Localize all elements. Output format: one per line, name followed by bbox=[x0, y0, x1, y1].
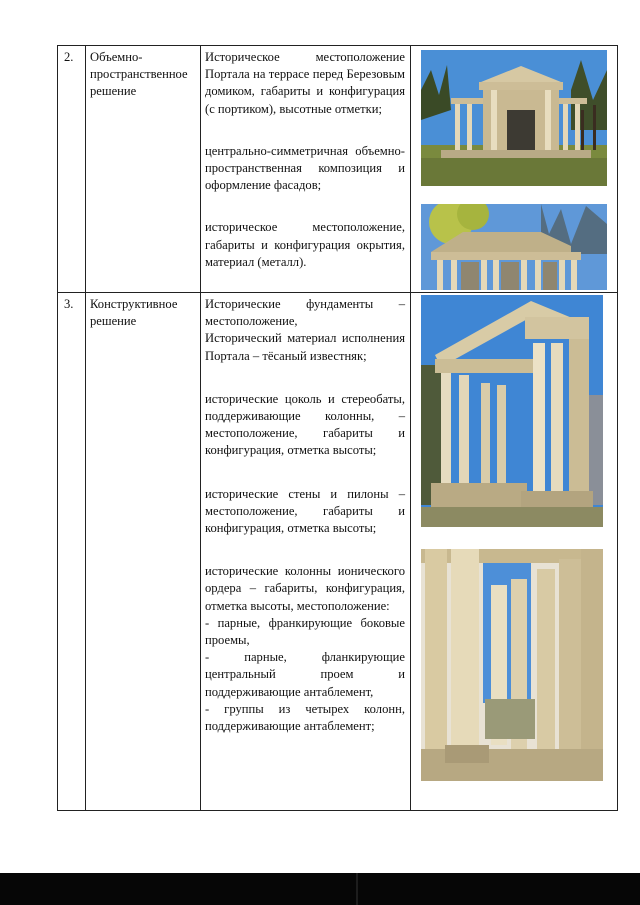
row-description-cell bbox=[201, 293, 411, 811]
description-paragraph: Исторические фундаменты – местоположение, bbox=[205, 297, 405, 329]
row-number-cell bbox=[58, 46, 86, 293]
row-number: 2. bbox=[64, 50, 74, 64]
portal-side-photo bbox=[421, 204, 607, 290]
scan-bottom-band bbox=[0, 873, 640, 905]
row-photo-cell bbox=[411, 293, 618, 811]
list-item: - группы из четырех колонн, поддерживающие антаблемент; bbox=[205, 701, 405, 734]
specification-table bbox=[57, 45, 618, 811]
list-item: - парные, фланкирующие центральный проем и поддерживающие антаблемент, bbox=[205, 650, 405, 699]
row-name-cell bbox=[86, 46, 201, 293]
row-number: 3. bbox=[64, 297, 74, 311]
row-name: Конструктивное решение bbox=[90, 297, 178, 328]
portal-corner-photo bbox=[421, 295, 603, 527]
description-paragraph: исторические стены и пилоны – местоположение, габариты и конфигурация, отметка высоты; bbox=[205, 486, 405, 536]
description-paragraph: Исторический материал исполнения Портала – тёсаный известняк; bbox=[205, 331, 405, 363]
row-description-cell bbox=[201, 46, 411, 293]
table-row bbox=[58, 46, 618, 293]
row-photo-cell bbox=[411, 46, 618, 293]
description-paragraph: центрально-симметричная объемно-пространственная композиция и оформление фасадов; bbox=[205, 143, 405, 193]
table-row bbox=[58, 293, 618, 811]
row-number-cell bbox=[58, 293, 86, 811]
description-paragraph: историческое местоположение, габариты и конфигурация окрытия, материал (металл). bbox=[205, 220, 405, 269]
colonnade-closeup-photo bbox=[421, 549, 603, 781]
description-paragraph: Историческое местоположение Портала на террасе перед Березовым домиком, габариты и конфигурация (с портиком), высотные отметки; bbox=[205, 50, 405, 116]
row-name-cell bbox=[86, 293, 201, 811]
portal-front-photo bbox=[421, 50, 607, 186]
list-item: - парные, франкирующие боковые проемы, bbox=[205, 615, 405, 648]
description-paragraph: исторические цоколь и стереобаты, поддерживающие колонны, – местоположение, габариты и конфигурация, отметка высоты; bbox=[205, 391, 405, 458]
description-paragraph: исторические колонны ионического ордера – габариты, конфигурация, отметка высоты, местоположение: bbox=[205, 564, 405, 613]
row-name: Объемно-пространственное решение bbox=[90, 50, 188, 98]
